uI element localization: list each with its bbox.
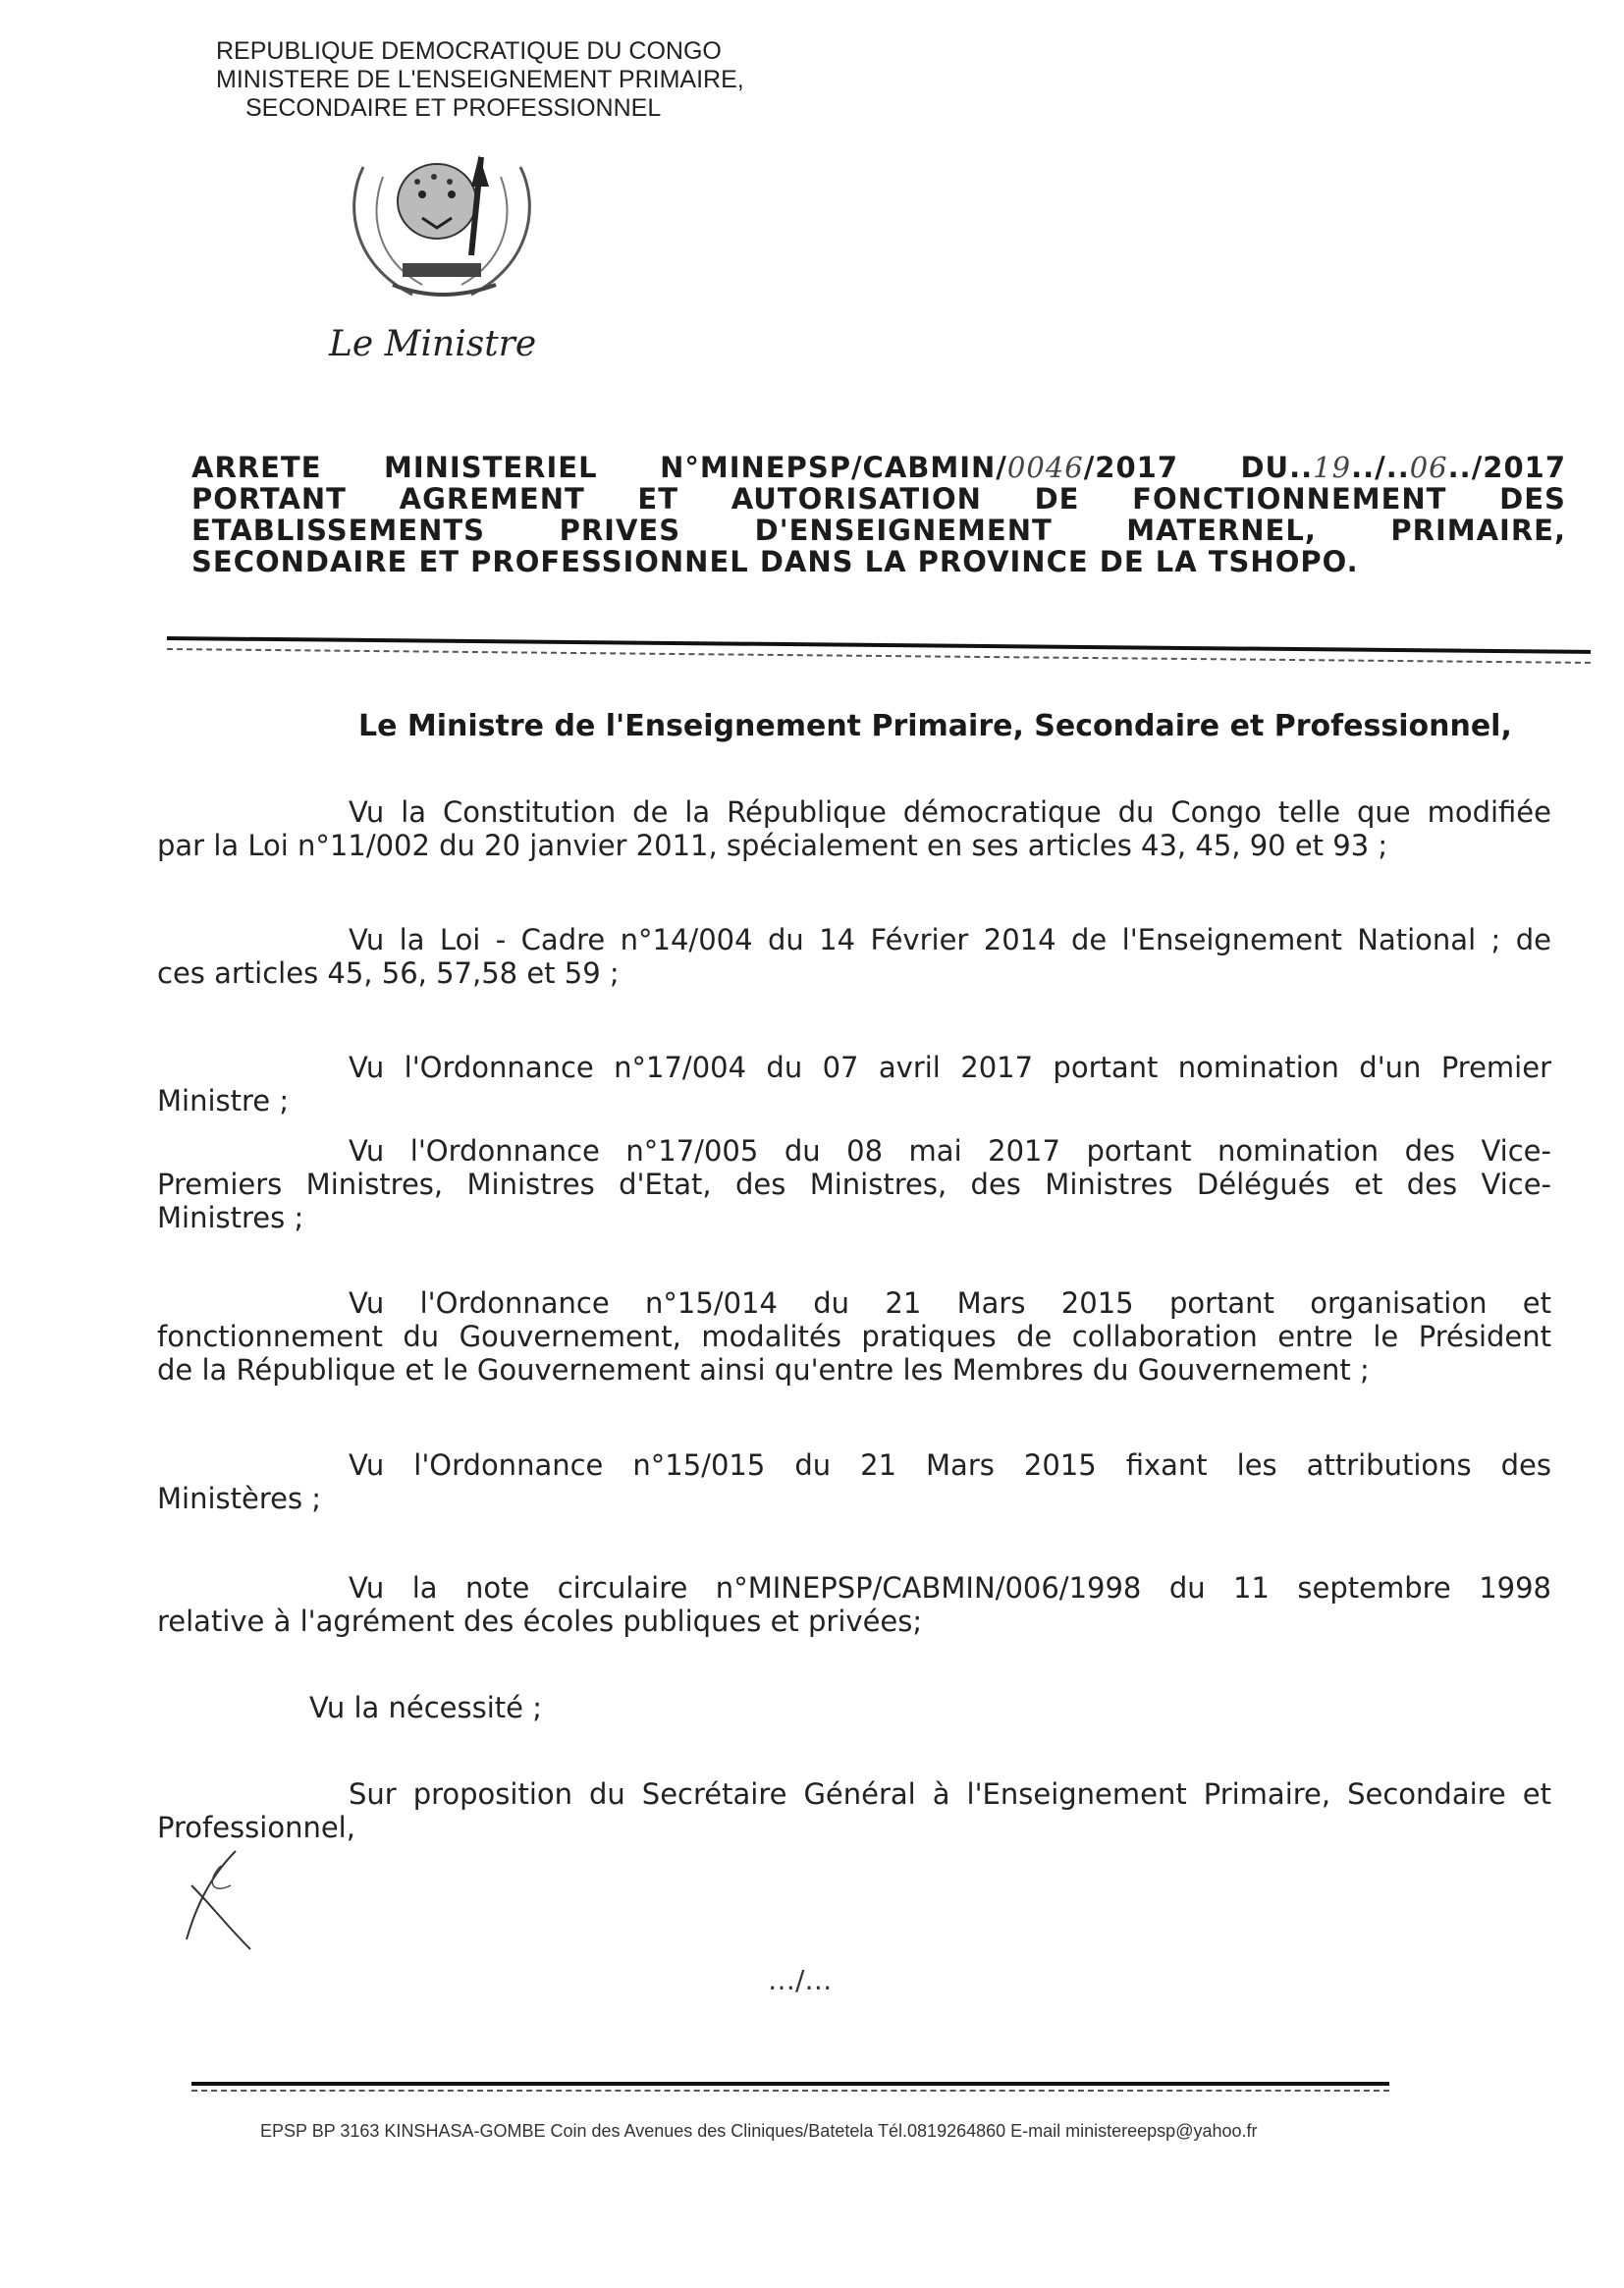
paragraph-line: de la République et le Gouvernement ainsi qu'entre les Membres du Gouvernement ; [157, 1353, 1370, 1387]
arrete-title [191, 452, 1566, 577]
arrete-word: DES [1499, 482, 1566, 516]
arrete-line-4: SECONDAIRE ET PROFESSIONNEL DANS LA PROVINCE DE LA TSHOPO. [191, 545, 1359, 578]
handwritten-number: 0046 [1006, 451, 1084, 484]
arrete-line-1 [191, 452, 1566, 483]
paragraph-necessite [157, 1691, 1551, 1724]
paragraph-line: Vu l'Ordonnance n°15/014 du 21 Mars 2015 portant organisation et [349, 1286, 1551, 1320]
page-continuation: …/… [768, 1964, 833, 1996]
footer-divider [191, 2082, 1389, 2086]
handwritten-day: 19 [1313, 451, 1352, 484]
paragraph-line: fonctionnement du Gouvernement, modalités pratiques de collaboration entre le Président [157, 1320, 1551, 1353]
arrete-word: ETABLISSEMENTS [191, 514, 486, 547]
arrete-du: DU [1240, 451, 1290, 484]
paragraph-line: Ministres ; [157, 1201, 304, 1234]
handwritten-month: 06 [1409, 451, 1448, 484]
paragraph-ordonnance-15-015 [157, 1448, 1551, 1515]
arrete-year: /2017 [1083, 451, 1179, 484]
arrete-number-prefix: N°MINEPSP/CABMIN/ [660, 451, 1007, 484]
paragraph-line: Ministères ; [157, 1482, 322, 1515]
paragraph-line: Vu la nécessité ; [309, 1691, 542, 1724]
paragraph-line: par la Loi n°11/002 du 20 janvier 2011, spécialement en ses articles 43, 45, 90 et 93 ; [157, 829, 1388, 862]
paragraph-line: Premiers Ministres, Ministres d'Etat, des Ministres, des Ministres Délégués et des Vice- [157, 1168, 1551, 1201]
paragraph-line: ces articles 45, 56, 57,58 et 59 ; [157, 956, 620, 990]
paragraph-line: Vu la Constitution de la République démocratique du Congo telle que modifiée [349, 795, 1551, 829]
arrete-word: D'ENSEIGNEMENT [754, 514, 1053, 547]
arrete-number [660, 452, 1178, 483]
arrete-word: DE [1034, 482, 1080, 516]
arrete-word: MATERNEL, [1126, 514, 1317, 547]
arrete-date-year: /2017 [1471, 451, 1566, 484]
arrete-word: PRIVES [559, 514, 681, 547]
paragraph-line: Ministre ; [157, 1084, 290, 1117]
arrete-word: MINISTERIEL [383, 451, 598, 484]
paragraph-line: Sur proposition du Secrétaire Général à l'Enseignement Primaire, Secondaire et [349, 1777, 1551, 1811]
arrete-line-3 [191, 515, 1566, 546]
paragraph-line: Vu l'Ordonnance n°17/005 du 08 mai 2017 portant nomination des Vice- [349, 1134, 1551, 1168]
paragraph-line: Vu l'Ordonnance n°17/004 du 07 avril 2017 portant nomination d'un Premier [349, 1051, 1551, 1084]
paragraph-constitution [157, 795, 1551, 862]
arrete-word: PRIMAIRE, [1390, 514, 1566, 547]
paragraph-ordonnance-17-004 [157, 1051, 1551, 1117]
leopard-coat-of-arms-icon [324, 147, 560, 314]
arrete-word: ET [637, 482, 679, 516]
arrete-word: FONCTIONNEMENT [1132, 482, 1447, 516]
footer-address: EPSP BP 3163 KINSHASA-GOMBE Coin des Avenues des Cliniques/Batetela Tél.0819264860 E-mail ministereepsp@yahoo.fr [260, 2121, 1258, 2141]
handwritten-initials-icon [182, 1846, 260, 1954]
paragraph-line: Vu la Loi - Cadre n°14/004 du 14 Février 2014 de l'Enseignement National ; de [349, 923, 1551, 956]
paragraph-note-circulaire [157, 1571, 1551, 1638]
letterhead-ministry-cont: SECONDAIRE ET PROFESSIONNEL [245, 94, 662, 122]
minister-signature-title: Le Ministre [329, 324, 537, 364]
arrete-word: ARRETE [191, 451, 322, 484]
paragraph-proposition [157, 1777, 1551, 1844]
paragraph-line: relative à l'agrément des écoles publiques et privées; [157, 1605, 923, 1638]
arrete-word: AGREMENT [399, 482, 585, 516]
arrete-word: PORTANT [191, 482, 347, 516]
paragraph-line: Vu l'Ordonnance n°15/015 du 21 Mars 2015 fixant les attributions des [349, 1448, 1551, 1482]
paragraph-line: Professionnel, [157, 1811, 355, 1844]
paragraph-line: Vu la note circulaire n°MINEPSP/CABMIN/006/1998 du 11 septembre 1998 [349, 1571, 1551, 1605]
arrete-word: AUTORISATION [731, 482, 982, 516]
letterhead [216, 37, 744, 123]
paragraph-ordonnance-15-014 [157, 1286, 1551, 1387]
arrete-line-2 [191, 483, 1566, 515]
letterhead-ministry: MINISTERE DE L'ENSEIGNEMENT PRIMAIRE, [216, 66, 744, 93]
minister-heading: Le Ministre de l'Enseignement Primaire, Secondaire et Professionnel, [358, 709, 1512, 743]
paragraph-loi-cadre [157, 923, 1551, 990]
arrete-date: DU..19../..06../2017 [1240, 451, 1566, 484]
paragraph-ordonnance-17-005 [157, 1134, 1551, 1234]
footer-divider-dashed [191, 2090, 1389, 2092]
letterhead-republic: REPUBLIQUE DEMOCRATIQUE DU CONGO [216, 37, 722, 65]
